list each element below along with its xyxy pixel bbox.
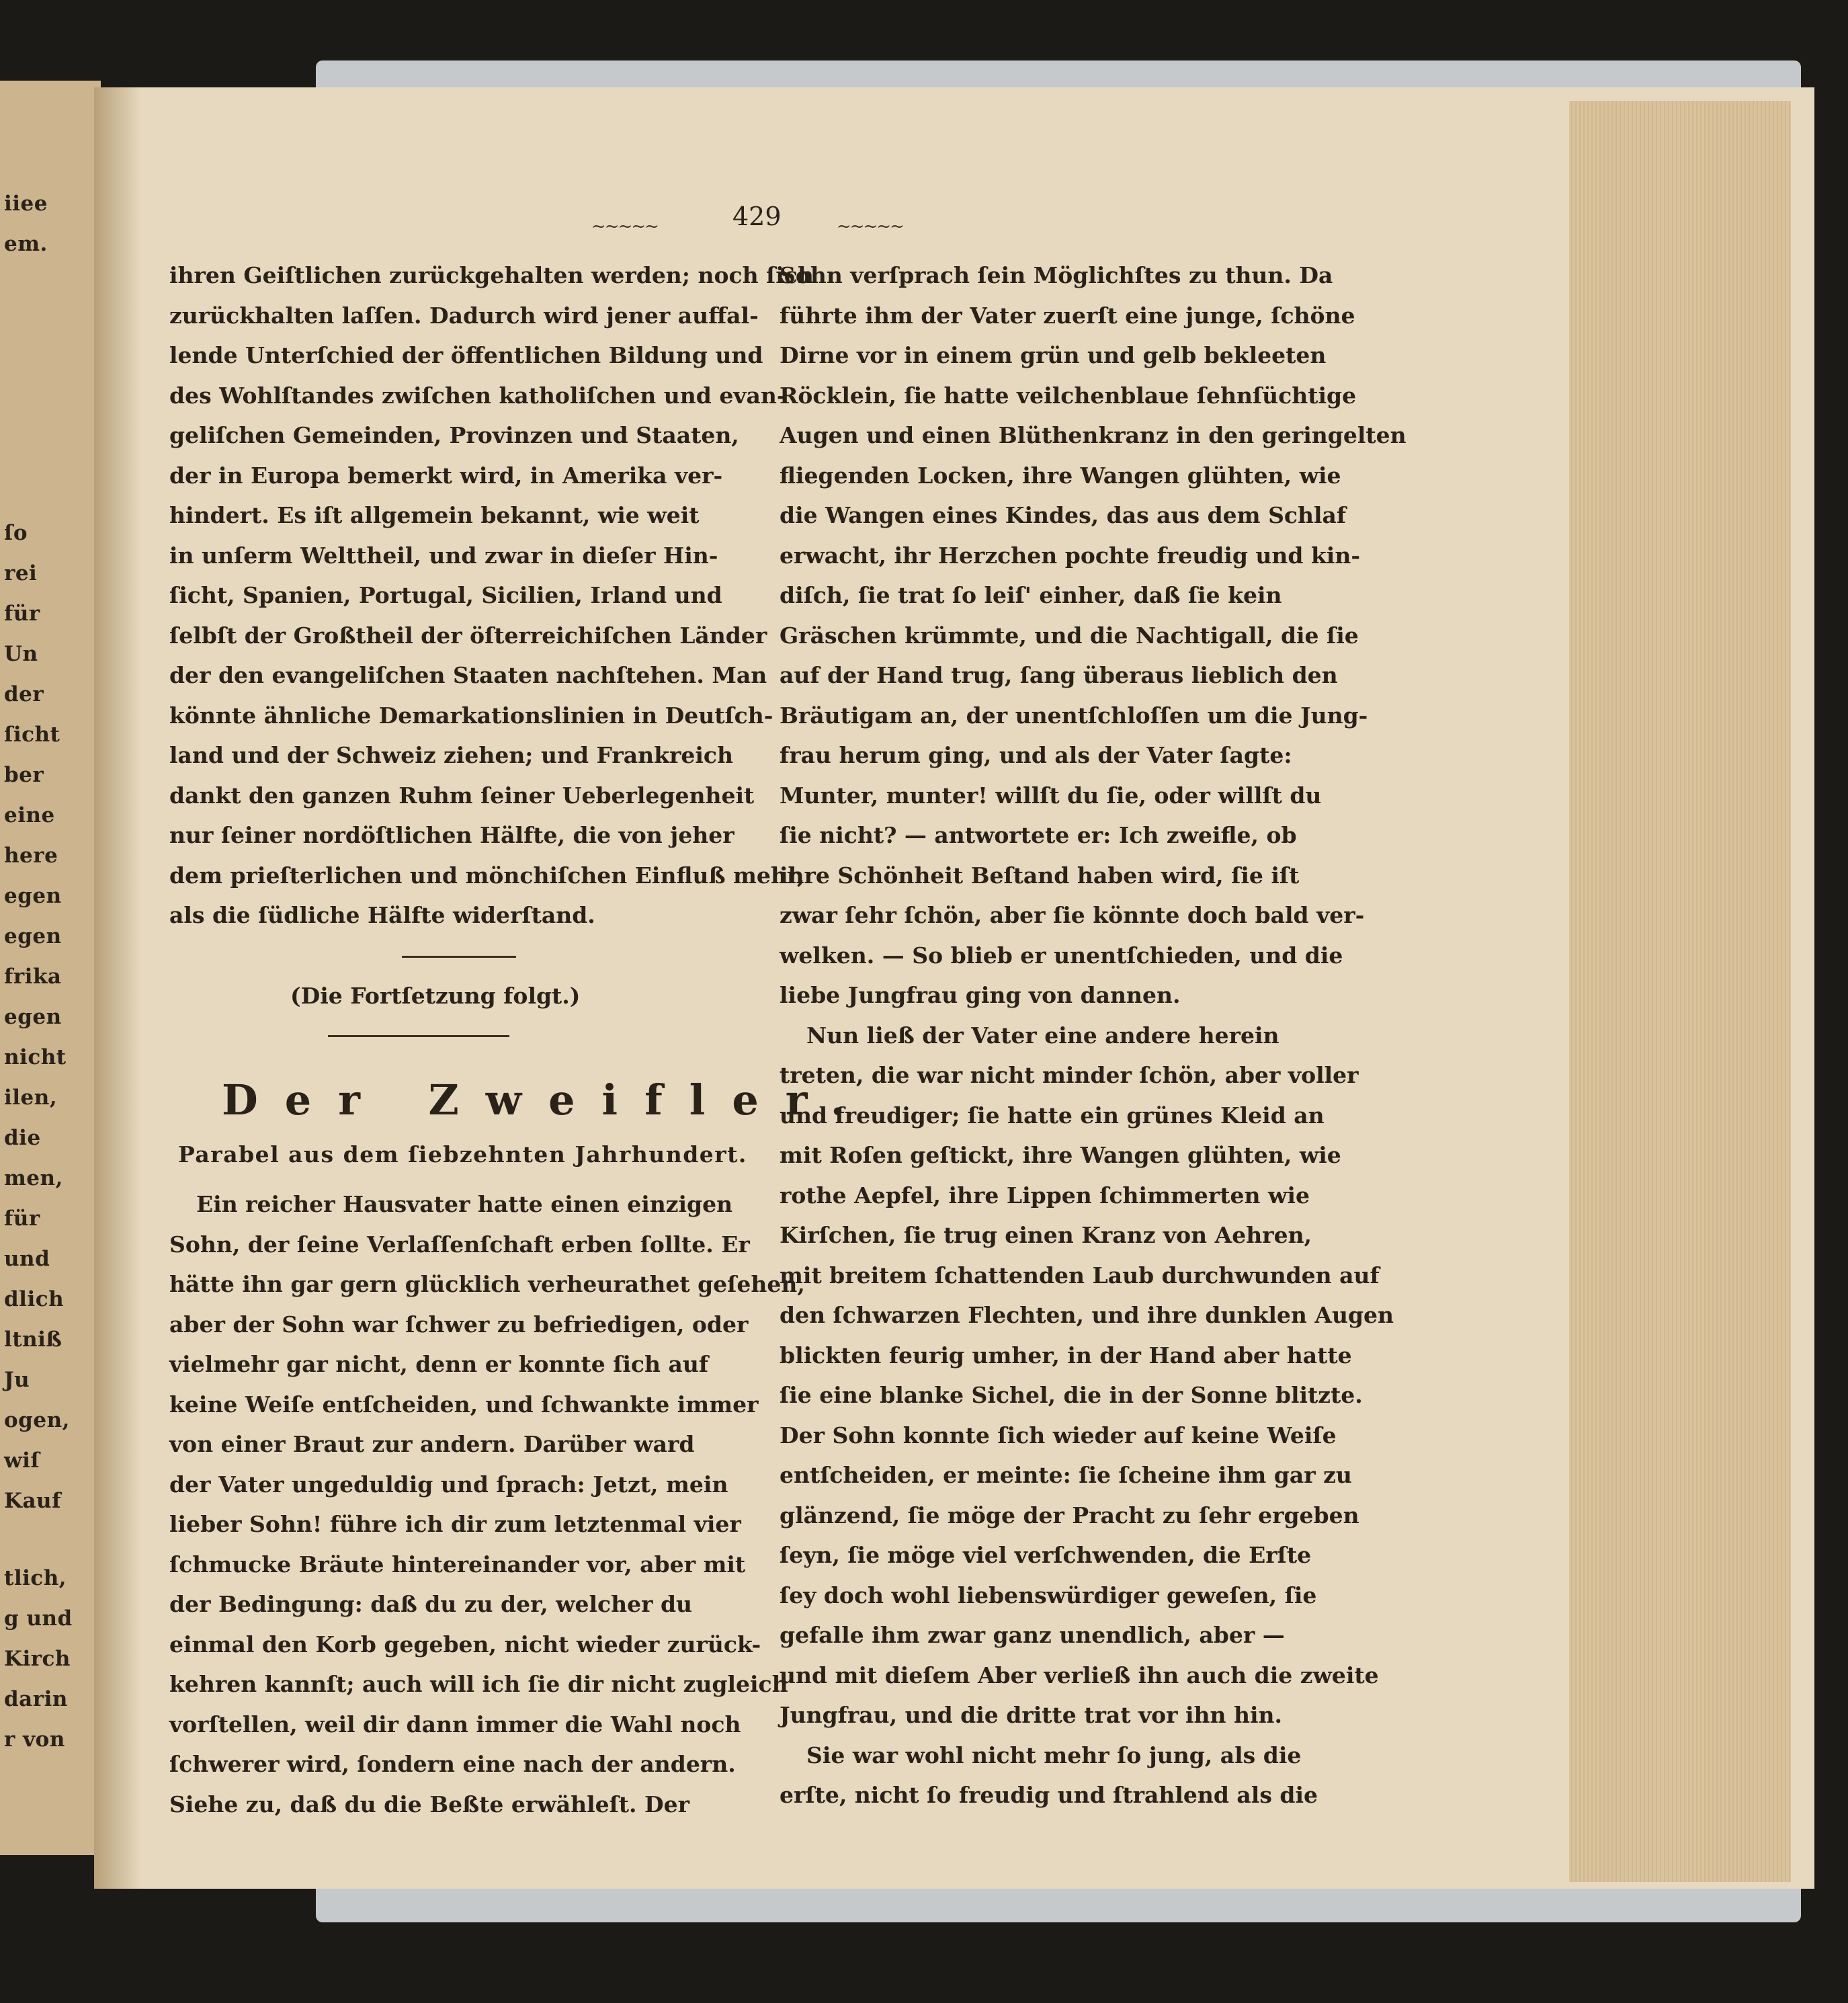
left-margin-fragment: ſo xyxy=(4,521,28,545)
page-number: 429 xyxy=(732,202,782,231)
text-line: fliegenden Locken, ihre Wangen glühten, wie xyxy=(780,462,1341,489)
left-margin-fragment: eine xyxy=(4,803,55,827)
text-line: einmal den Korb gegeben, nicht wieder zurück- xyxy=(169,1631,761,1658)
text-line: ihre Schönheit Beſtand haben wird, ſie iſt xyxy=(780,862,1300,889)
story-title: Der Zweifler. xyxy=(222,1075,872,1125)
left-margin-fragment: ber xyxy=(4,763,44,787)
text-line: mit Roſen geſtickt, ihre Wangen glühten, wie xyxy=(780,1142,1341,1168)
text-line: hindert. Es iſt allgemein bekannt, wie weit xyxy=(169,502,700,528)
left-margin-fragment: nicht xyxy=(4,1045,67,1069)
text-line: frau herum ging, und als der Vater ſagte: xyxy=(780,742,1292,768)
left-margin-fragment: egen xyxy=(4,924,62,948)
text-line: Kirſchen, ſie trug einen Kranz von Aehren, xyxy=(780,1222,1312,1248)
text-line: lende Unterſchied der öffentlichen Bildung und xyxy=(169,342,763,368)
text-line: vielmehr gar nicht, denn er konnte ſich auf xyxy=(169,1351,709,1377)
left-margin-fragment: ilen, xyxy=(4,1086,58,1110)
text-line: den ſchwarzen Flechten, und ihre dunklen Augen xyxy=(780,1302,1394,1328)
text-line: des Wohlſtandes zwiſchen katholiſchen und evan- xyxy=(169,382,786,409)
text-line: kehren kannſt; auch will ich ſie dir nicht zugleich xyxy=(169,1671,788,1697)
text-line: zurückhalten laſſen. Dadurch wird jener auffal- xyxy=(169,302,759,329)
left-margin-fragment: und xyxy=(4,1247,50,1271)
text-line: Nun ließ der Vater eine andere herein xyxy=(806,1022,1279,1049)
text-line: zwar ſehr ſchön, aber ſie könnte doch bald ver- xyxy=(780,902,1365,928)
left-margin-fragment: Kirch xyxy=(4,1647,71,1671)
left-margin-fragment: darin xyxy=(4,1687,68,1711)
text-line: aber der Sohn war ſchwer zu befriedigen, oder xyxy=(169,1311,749,1338)
story-subtitle: Parabel aus dem ſiebzehnten Jahrhundert. xyxy=(178,1141,747,1168)
left-page-edge xyxy=(0,81,101,1855)
text-line: der den evangeliſchen Staaten nachſtehen. Man xyxy=(169,662,767,688)
text-line: Der Sohn konnte ſich wieder auf keine Weiſe xyxy=(780,1422,1337,1448)
left-margin-fragment: Ju xyxy=(4,1368,30,1392)
text-line: und freudiger; ſie hatte ein grünes Kleid an xyxy=(780,1102,1325,1129)
header-ornament-right: ~~~~~ xyxy=(837,216,903,237)
text-line: ſelbſt der Großtheil der öſterreichiſchen Länder xyxy=(169,622,767,649)
text-line: die Wangen eines Kindes, das aus dem Schlaf xyxy=(780,502,1347,528)
left-margin-fragment: rei xyxy=(4,561,38,585)
section-rule-long xyxy=(328,1035,509,1037)
left-margin-fragment: tlich, xyxy=(4,1566,67,1590)
text-line: dem prieſterlichen und mönchiſchen Einfluß mehr, xyxy=(169,862,805,889)
text-line: in unſerm Welttheil, und zwar in dieſer Hin- xyxy=(169,542,718,569)
left-margin-fragment: ogen, xyxy=(4,1408,70,1432)
left-margin-fragment: frika xyxy=(4,965,62,989)
text-line: ſicht, Spanien, Portugal, Sicilien, Irland und xyxy=(169,582,722,608)
left-margin-fragment: here xyxy=(4,844,58,868)
text-line: hätte ihn gar gern glücklich verheurathet geſehen, xyxy=(169,1271,805,1297)
text-line: rothe Aepfel, ihre Lippen ſchimmerten wie xyxy=(780,1182,1310,1209)
text-line: Bräutigam an, der unentſchloſſen um die Jung- xyxy=(780,702,1368,729)
text-line: Gräschen krümmte, und die Nachtigall, die ſie xyxy=(780,622,1359,649)
text-line: gefalle ihm zwar ganz unendlich, aber — xyxy=(780,1622,1285,1648)
text-line: liebe Jungfrau ging von dannen. xyxy=(780,982,1181,1008)
text-line: ſeyn, ſie möge viel verſchwenden, die Erſte xyxy=(780,1542,1312,1568)
left-margin-fragment: em. xyxy=(4,232,48,256)
text-line: ſie nicht? — antwortete er: Ich zweifle, ob xyxy=(780,822,1297,848)
text-line: entſcheiden, er meinte: ſie ſcheine ihm gar zu xyxy=(780,1462,1352,1488)
text-line: vorſtellen, weil dir dann immer die Wahl noch xyxy=(169,1711,741,1738)
text-line: Röcklein, ſie hatte veilchenblaue ſehnſüchtige xyxy=(780,382,1357,409)
header-ornament-left: ~~~~~ xyxy=(591,216,658,237)
left-margin-fragment: egen xyxy=(4,1005,62,1029)
left-margin-fragment: ltniß xyxy=(4,1327,62,1352)
text-line: und mit dieſem Aber verließ ihn auch die zweite xyxy=(780,1662,1379,1688)
left-margin-fragment: r von xyxy=(4,1727,65,1752)
text-line: der Bedingung: daß du zu der, welcher du xyxy=(169,1591,693,1617)
text-line: glänzend, ſie möge der Pracht zu ſehr ergeben xyxy=(780,1502,1359,1528)
text-line: könnte ähnliche Demarkationslinien in Deutſch- xyxy=(169,702,773,729)
text-line: Dirne vor in einem grün und gelb bekleeten xyxy=(780,342,1327,368)
text-line: treten, die war nicht minder ſchön, aber voller xyxy=(780,1062,1359,1088)
left-margin-fragment: g und xyxy=(4,1606,73,1631)
left-margin-fragment: wiſ xyxy=(4,1448,40,1473)
left-margin-fragment: die xyxy=(4,1126,41,1150)
text-line: welken. — So blieb er unentſchieden, und die xyxy=(780,942,1343,969)
text-line: geliſchen Gemeinden, Provinzen und Staaten, xyxy=(169,422,739,448)
text-line: auf der Hand trug, ſang überaus lieblich den xyxy=(780,662,1338,688)
left-margin-fragment: dlich xyxy=(4,1287,65,1311)
text-line: Ein reicher Hausvater hatte einen einzigen xyxy=(196,1191,733,1217)
text-line: ſchmucke Bräute hintereinander vor, aber mit xyxy=(169,1551,746,1578)
continued-note: (Die Fortſetzung folgt.) xyxy=(290,983,581,1009)
text-line: ihren Geiſtlichen zurückgehalten werden; noch ſich xyxy=(169,262,814,288)
text-line: land und der Schweiz ziehen; und Frankreich xyxy=(169,742,734,768)
text-line: Sie war wohl nicht mehr ſo jung, als die xyxy=(806,1742,1302,1768)
text-line: Jungfrau, und die dritte trat vor ihn hin. xyxy=(780,1702,1283,1728)
text-line: Sohn verſprach ſein Möglichſtes zu thun. Da xyxy=(780,262,1333,288)
left-margin-fragment: ſicht xyxy=(4,723,60,747)
text-line: ſey doch wohl liebenswürdiger geweſen, ſie xyxy=(780,1582,1317,1608)
text-line: nur ſeiner nordöſtlichen Hälfte, die von jeher xyxy=(169,822,734,848)
left-margin-fragment: men, xyxy=(4,1166,63,1190)
page-gutter-shadow xyxy=(94,87,141,1889)
left-margin-fragment: für xyxy=(4,1207,40,1231)
text-line: keine Weiſe entſcheiden, und ſchwankte immer xyxy=(169,1391,759,1418)
text-line: erwacht, ihr Herzchen pochte freudig und kin- xyxy=(780,542,1361,569)
page-stack-edge xyxy=(1569,101,1791,1882)
text-line: ſchwerer wird, ſondern eine nach der andern. xyxy=(169,1751,736,1777)
section-rule-short xyxy=(402,956,516,958)
text-line: führte ihm der Vater zuerſt eine junge, ſchöne xyxy=(780,302,1355,329)
text-line: erſte, nicht ſo freudig und ſtrahlend als die xyxy=(780,1782,1318,1808)
text-line: der Vater ungeduldig und ſprach: Jetzt, mein xyxy=(169,1471,728,1498)
left-margin-fragment: Un xyxy=(4,642,38,666)
text-line: Augen und einen Blüthenkranz in den geringelten xyxy=(780,422,1406,448)
text-line: diſch, ſie trat ſo leiſ' einher, daß ſie kein xyxy=(780,582,1282,608)
text-line: ſie eine blanke Sichel, die in der Sonne blitzte. xyxy=(780,1382,1363,1408)
text-line: als die ſüdliche Hälfte widerſtand. xyxy=(169,902,595,928)
text-line: der in Europa bemerkt wird, in Amerika ver- xyxy=(169,462,723,489)
text-line: lieber Sohn! führe ich dir zum letztenmal vier xyxy=(169,1511,741,1537)
text-line: Siehe zu, daß du die Beßte erwähleſt. Der xyxy=(169,1791,690,1817)
text-line: von einer Braut zur andern. Darüber ward xyxy=(169,1431,695,1457)
left-margin-fragment: Kauf xyxy=(4,1489,61,1513)
text-line: blickten feurig umher, in der Hand aber hatte xyxy=(780,1342,1352,1368)
text-line: Sohn, der ſeine Verlaſſenſchaft erben ſollte. Er xyxy=(169,1231,750,1258)
text-line: mit breitem ſchattenden Laub durchwunden auf xyxy=(780,1262,1380,1289)
left-margin-fragment: egen xyxy=(4,884,62,908)
text-line: dankt den ganzen Ruhm ſeiner Ueberlegenheit xyxy=(169,782,755,809)
text-line: Munter, munter! willſt du ſie, oder willſt du xyxy=(780,782,1322,809)
left-margin-fragment: der xyxy=(4,682,44,706)
left-margin-fragment: für xyxy=(4,602,40,626)
left-margin-fragment: iiee xyxy=(4,192,48,216)
